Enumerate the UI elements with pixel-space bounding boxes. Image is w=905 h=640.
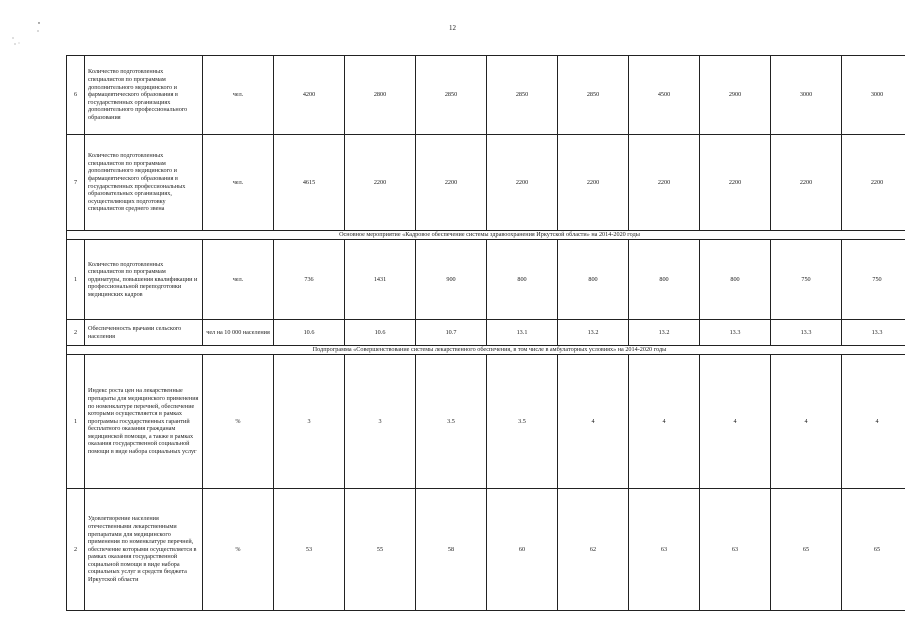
value-cell: 800 bbox=[487, 240, 558, 320]
indicator-name: Количество подготовленных специалистов по программам дополнительного медицинского и фармацевтического образования в государственных профессиональных образовательных организациях, осуществляющих подготовку специалистов среднего звена bbox=[85, 135, 203, 231]
value-cell: 4 bbox=[558, 355, 629, 489]
table-row bbox=[67, 135, 905, 231]
unit-cell: чел. bbox=[203, 135, 274, 231]
value-cell: 2200 bbox=[416, 135, 487, 231]
value-cell: 800 bbox=[700, 240, 771, 320]
row-number: 7 bbox=[67, 135, 85, 231]
value-cell: 55 bbox=[345, 489, 416, 611]
value-cell: 13.2 bbox=[558, 320, 629, 346]
value-cell: 13.3 bbox=[700, 320, 771, 346]
value-cell: 2900 bbox=[700, 56, 771, 135]
value-cell: 2800 bbox=[345, 56, 416, 135]
value-cell: 13.3 bbox=[771, 320, 842, 346]
value-cell: 2850 bbox=[487, 56, 558, 135]
value-cell: 65 bbox=[771, 489, 842, 611]
value-cell: 2850 bbox=[416, 56, 487, 135]
value-cell: 3 bbox=[345, 355, 416, 489]
indicator-name: Удовлетворение населения отечественными лекарственными препаратами для медицинского применения по номенклатуре перечней, обеспечение которыми осуществляется в рамках оказания государственной социальной помощи в виде набора социальных услуг и средств бюджета Иркутской области bbox=[85, 489, 203, 611]
row-number: 1 bbox=[67, 240, 85, 320]
value-cell: 2200 bbox=[629, 135, 700, 231]
value-cell: 3.5 bbox=[487, 355, 558, 489]
indicator-name: Обеспеченность врачами сельского населения bbox=[85, 320, 203, 346]
value-cell: 63 bbox=[629, 489, 700, 611]
unit-cell: чел. bbox=[203, 240, 274, 320]
value-cell: 4500 bbox=[629, 56, 700, 135]
section-title: Подпрограмма «Совершенствование системы лекарственного обеспечения, в том числе в амбулаторных условиях» на 2014-2020 годы bbox=[67, 346, 905, 355]
page-number: 12 bbox=[449, 24, 456, 32]
row-number: 2 bbox=[67, 489, 85, 611]
value-cell: 4 bbox=[700, 355, 771, 489]
value-cell: 65 bbox=[842, 489, 905, 611]
value-cell: 4 bbox=[629, 355, 700, 489]
value-cell: 13.2 bbox=[629, 320, 700, 346]
unit-cell: % bbox=[203, 489, 274, 611]
value-cell: 3000 bbox=[771, 56, 842, 135]
section-header-row bbox=[67, 346, 905, 355]
value-cell: 2200 bbox=[771, 135, 842, 231]
indicator-name: Количество подготовленных специалистов по программам дополнительного медицинского и фармацевтического образования в государственных организациях дополнительного профессионального образования bbox=[85, 56, 203, 135]
table-row bbox=[67, 355, 905, 489]
value-cell: 2200 bbox=[487, 135, 558, 231]
unit-cell: % bbox=[203, 355, 274, 489]
value-cell: 63 bbox=[700, 489, 771, 611]
table-row bbox=[67, 320, 905, 346]
value-cell: 2850 bbox=[558, 56, 629, 135]
value-cell: 750 bbox=[771, 240, 842, 320]
indicator-name: Индекс роста цен на лекарственные препараты для медицинского применения по номенклатуре перечней, обеспечение которыми осуществляется в рамках программы государственных гарантий бесплатного оказания гражданам медицинской помощи, а также в рамках оказания государственной социальной помощи в виде набора социальных услуг bbox=[85, 355, 203, 489]
unit-cell: чел на 10 000 населения bbox=[203, 320, 274, 346]
value-cell: 3.5 bbox=[416, 355, 487, 489]
unit-cell: чел. bbox=[203, 56, 274, 135]
value-cell: 4 bbox=[771, 355, 842, 489]
value-cell: 2200 bbox=[700, 135, 771, 231]
value-cell: 58 bbox=[416, 489, 487, 611]
value-cell: 10.7 bbox=[416, 320, 487, 346]
value-cell: 800 bbox=[629, 240, 700, 320]
value-cell: 13.3 bbox=[842, 320, 905, 346]
row-number: 6 bbox=[67, 56, 85, 135]
value-cell: 750 bbox=[842, 240, 905, 320]
value-cell: 2200 bbox=[558, 135, 629, 231]
value-cell: 10.6 bbox=[345, 320, 416, 346]
value-cell: 2200 bbox=[842, 135, 905, 231]
indicator-name: Количество подготовленных специалистов по программам ординатуры, повышения квалификации и профессиональной переподготовки медицинских кадров bbox=[85, 240, 203, 320]
value-cell: 4200 bbox=[274, 56, 345, 135]
value-cell: 13.1 bbox=[487, 320, 558, 346]
value-cell: 3 bbox=[274, 355, 345, 489]
value-cell: 53 bbox=[274, 489, 345, 611]
table-row bbox=[67, 489, 905, 611]
scan-specks bbox=[8, 14, 48, 54]
section-header-row bbox=[67, 231, 905, 240]
indicators-table bbox=[66, 55, 905, 611]
value-cell: 3000 bbox=[842, 56, 905, 135]
row-number: 1 bbox=[67, 355, 85, 489]
section-title: Основное мероприятие «Кадровое обеспечение системы здравоохранения Иркутской области» на 2014-2020 годы bbox=[67, 231, 905, 240]
value-cell: 800 bbox=[558, 240, 629, 320]
value-cell: 62 bbox=[558, 489, 629, 611]
value-cell: 4615 bbox=[274, 135, 345, 231]
value-cell: 2200 bbox=[345, 135, 416, 231]
table-row bbox=[67, 56, 905, 135]
value-cell: 900 bbox=[416, 240, 487, 320]
row-number: 2 bbox=[67, 320, 85, 346]
value-cell: 4 bbox=[842, 355, 905, 489]
value-cell: 1431 bbox=[345, 240, 416, 320]
value-cell: 736 bbox=[274, 240, 345, 320]
value-cell: 60 bbox=[487, 489, 558, 611]
value-cell: 10.6 bbox=[274, 320, 345, 346]
table-row bbox=[67, 240, 905, 320]
